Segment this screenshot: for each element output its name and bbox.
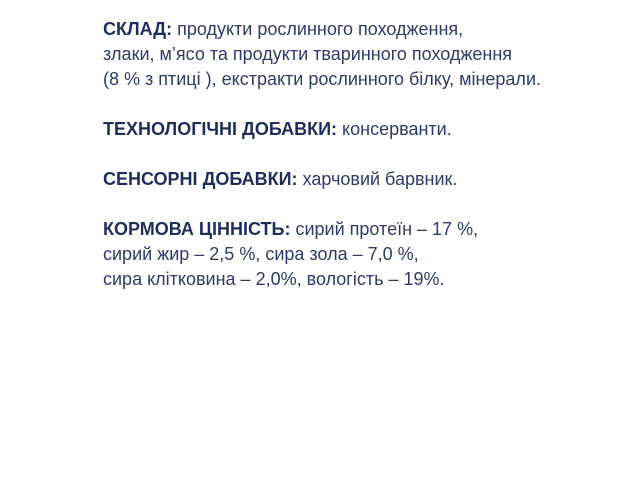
composition-line1: продукти рослинного походження, [172,19,464,39]
technological-additives-value: консерванти. [337,119,452,139]
composition-line2: злаки, м’ясо та продукти тваринного походження [103,44,513,64]
nutritional-value-line3: сира клітковина – 2,0%, вологість – 19%. [103,269,445,289]
nutritional-value-line2: сирий жир – 2,5 %, сира зола – 7,0 %, [103,244,419,264]
sensory-additives-paragraph [103,167,543,192]
label-text-block [103,17,543,317]
sensory-additives-value: харчовий барвник. [297,169,458,189]
composition-paragraph [103,17,543,92]
nutritional-value-heading: КОРМОВА ЦІННІСТЬ: [103,219,291,239]
composition-line3: (8 % з птиці ), екстракти рослинного білку, мінерали. [103,69,541,89]
technological-additives-paragraph [103,117,543,142]
sensory-additives-heading: СЕНСОРНІ ДОБАВКИ: [103,169,298,189]
composition-heading: СКЛАД: [103,19,173,39]
technological-additives-heading: ТЕХНОЛОГІЧНІ ДОБАВКИ: [103,119,338,139]
nutritional-value-line1: сирий протеїн – 17 %, [290,219,479,239]
nutritional-value-paragraph [103,217,543,292]
